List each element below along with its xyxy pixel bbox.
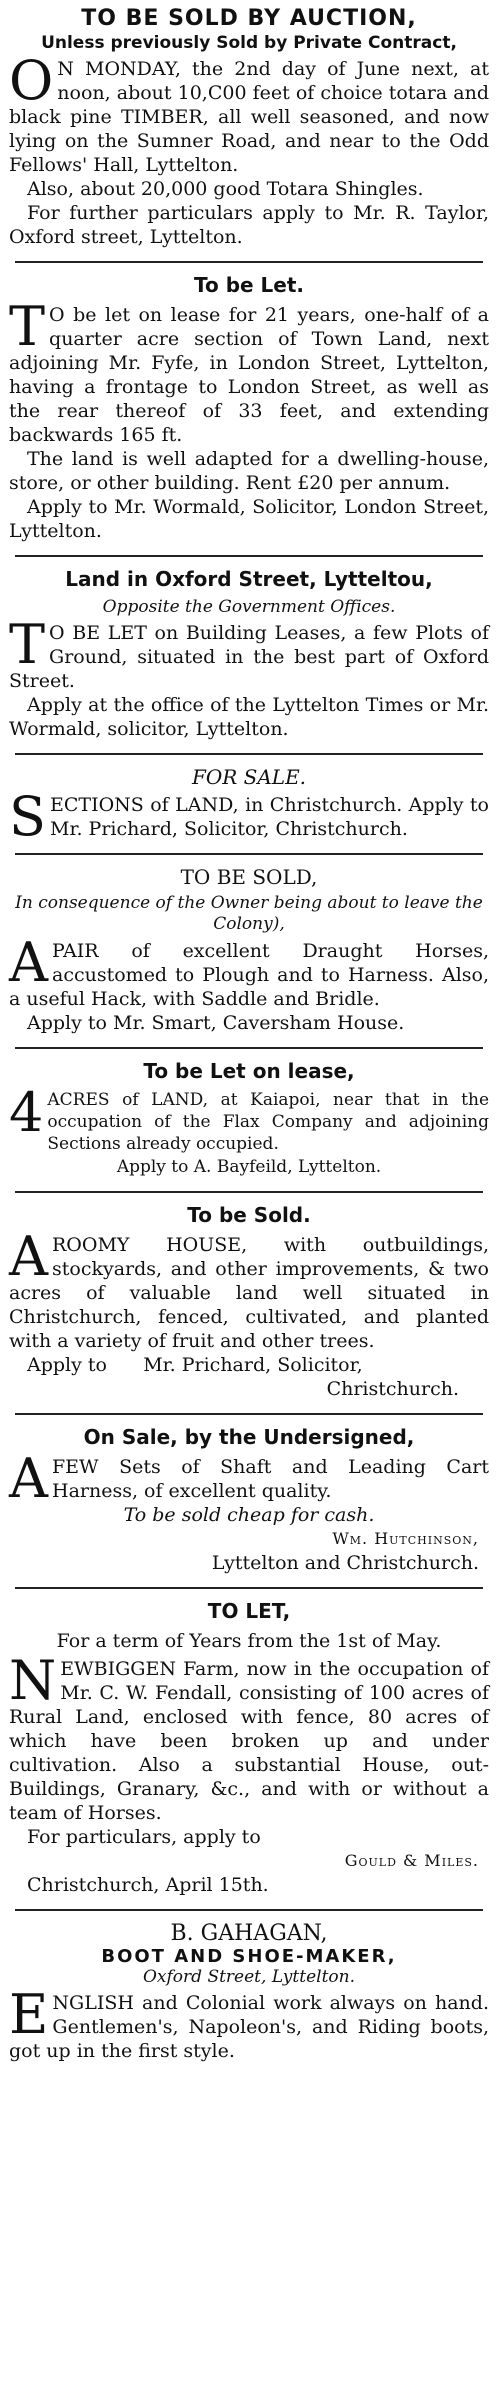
ad-body: O BE LET on Building Leases, a few Plots of Ground, situated in the best part of Oxford Street.	[9, 622, 489, 692]
divider	[15, 853, 483, 855]
ad-heading: On Sale, by the Undersigned,	[83, 1425, 415, 1449]
ad-to-be-let	[9, 273, 489, 543]
ad-line: Christchurch, April 15th.	[27, 1874, 269, 1896]
divider	[15, 1909, 483, 1911]
ad-body: N MONDAY, the 2nd day of June next, at noon, about 10,C00 feet of choice totara and black pine TIMBER, all well seasoned, and now lying on the Sumner Road, and near to the Odd Fellows' Hall, Lyttelton.	[9, 58, 489, 176]
ad-subheading: In consequence of the Owner being about to leave the Colony),	[15, 893, 483, 934]
drop-cap: A	[9, 1225, 48, 1288]
ad-signature: Wm. Hutchinson,	[332, 1529, 479, 1548]
ad-for-sale-sections	[9, 765, 489, 848]
ad-line: Also, about 20,000 good Totara Shingles.	[27, 178, 424, 200]
ad-line: Christchurch.	[326, 1378, 459, 1400]
divider	[15, 261, 483, 263]
divider	[15, 753, 483, 755]
divider	[15, 1191, 483, 1193]
ad-body: O be let on lease for 21 years, one-half of a quarter acre section of Town Land, next adjoining Mr. Fyfe, in London Street, Lyttelton, having a frontage to London Street, as well as the rear thereof of 33 feet, and extending backwards 165 ft.	[9, 304, 489, 446]
ad-heading: FOR SALE.	[191, 765, 307, 789]
drop-cap: N	[9, 1649, 57, 1712]
ad-subheading: Oxford Street, Lyttelton.	[142, 1967, 355, 1987]
ad-line: For further particulars apply to Mr. R. Taylor, Oxford street, Lyttelton.	[9, 202, 489, 248]
ad-body: ECTIONS of LAND, in Christchurch. Apply to Mr. Prichard, Solicitor, Christchurch.	[50, 794, 489, 840]
drop-cap: T	[9, 613, 46, 676]
ad-line: Apply to Mr. Prichard, Solicitor,	[27, 1354, 363, 1376]
ad-heading: To be Let on lease,	[143, 1059, 355, 1083]
drop-cap: 4	[9, 1081, 44, 1144]
ad-boot-maker	[9, 1921, 489, 2063]
ad-subheading: Opposite the Government Offices.	[102, 597, 396, 617]
ad-line: To be sold cheap for cash.	[123, 1504, 375, 1526]
ad-heading: TO LET,	[207, 1599, 291, 1623]
ad-body: ROOMY HOUSE, with outbuildings, stockyards, and other improvements, & two acres of valuable land well situated in Christchurch, fenced, cultivated, and planted with a variety of fruit and other trees.	[9, 1234, 489, 1352]
ad-heading: To be Let.	[194, 273, 304, 297]
ad-newbiggen-farm	[9, 1599, 489, 1897]
divider	[15, 1413, 483, 1415]
divider	[15, 1587, 483, 1589]
ad-body: ACRES of LAND, at Kaiapoi, near that in the occupation of the Flax Company and adjoining Sections already occupied.	[47, 1090, 489, 1154]
drop-cap: A	[9, 1447, 48, 1510]
drop-cap: A	[9, 931, 48, 994]
ad-heading: B. GAHAGAN,	[170, 1921, 328, 1946]
drop-cap: O	[9, 49, 54, 112]
ad-heading: TO BE SOLD BY AUCTION,	[81, 6, 417, 31]
ad-line: Apply to Mr. Smart, Caversham House.	[27, 1012, 405, 1034]
drop-cap: S	[9, 785, 46, 848]
ad-body: NGLISH and Colonial work always on hand. Gentlemen's, Napoleon's, and Riding boots, got up in the first style.	[9, 1992, 489, 2062]
ad-roomy-house	[9, 1203, 489, 1401]
drop-cap: E	[9, 1983, 49, 2046]
ad-line: Apply to Mr. Wormald, Solicitor, London Street, Lyttelton.	[9, 496, 489, 542]
ad-line: For a term of Years from the 1st of May.	[56, 1630, 442, 1652]
ad-kaiapoi-land	[9, 1059, 489, 1179]
divider	[15, 555, 483, 557]
ad-horses	[9, 865, 489, 1035]
ad-heading: To be Sold.	[187, 1203, 311, 1227]
ad-oxford-street-land	[9, 567, 489, 741]
drop-cap: T	[9, 295, 46, 358]
newspaper-column	[9, 0, 489, 2063]
ad-line: Apply at the office of the Lyttelton Times or Mr. Wormald, solicitor, Lyttelton.	[9, 694, 489, 740]
divider	[15, 1047, 483, 1049]
ad-harness	[9, 1425, 489, 1575]
ad-line: For particulars, apply to	[27, 1826, 261, 1848]
ad-subheading: Unless previously Sold by Private Contract,	[41, 33, 457, 53]
ad-subheading: BOOT AND SHOE-MAKER,	[101, 1946, 397, 1967]
ad-timber-auction	[9, 6, 489, 249]
ad-line: Apply to A. Bayfeild, Lyttelton.	[116, 1157, 382, 1177]
ad-line: The land is well adapted for a dwelling-house, store, or other building. Rent £20 per annum.	[9, 448, 489, 494]
ad-heading: TO BE SOLD,	[180, 865, 318, 889]
ad-body: EWBIGGEN Farm, now in the occupation of Mr. C. W. Fendall, consisting of 100 acres of Rural Land, enclosed with fence, 80 acres of which have been broken up and under cultivation. Also a substantial House, out-Buildings, Granary, &c., and with or without a team of Horses.	[9, 1658, 489, 1824]
ad-body: FEW Sets of Shaft and Leading Cart Harness, of excellent quality.	[52, 1456, 489, 1502]
ad-signature: Gould & Miles.	[344, 1851, 479, 1870]
ad-signature: Lyttelton and Christchurch.	[211, 1552, 479, 1574]
ad-heading: Land in Oxford Street, Lytteltou,	[65, 567, 433, 591]
ad-body: PAIR of excellent Draught Horses, accustomed to Plough and to Harness. Also, a useful Hack, with Saddle and Bridle.	[9, 940, 489, 1010]
